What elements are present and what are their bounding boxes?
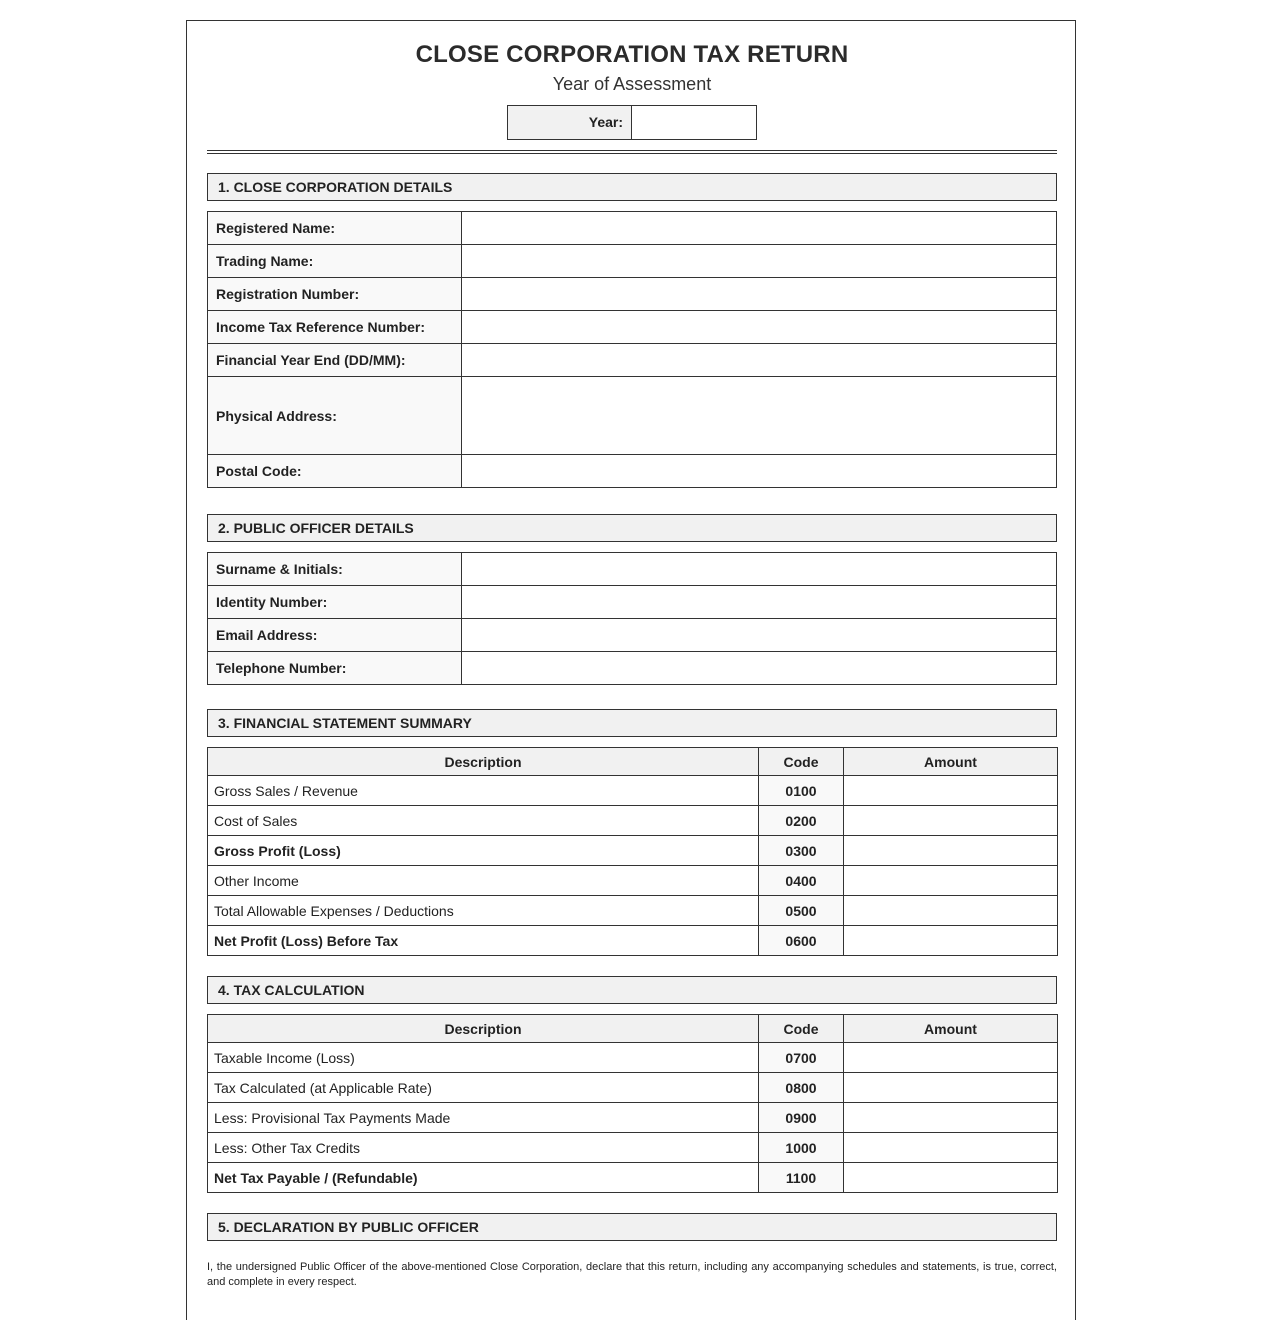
row-amount-input[interactable] [844, 836, 1058, 866]
tax-calculation-table [207, 1014, 1058, 1193]
detail-row [208, 619, 1057, 652]
row-amount-input[interactable] [844, 896, 1058, 926]
row-code: 1100 [759, 1163, 844, 1193]
detail-row [208, 344, 1057, 377]
row-description: Gross Sales / Revenue [208, 776, 759, 806]
year-label: Year: [508, 106, 632, 139]
row-description: Less: Other Tax Credits [208, 1133, 759, 1163]
row-amount-input[interactable] [844, 1103, 1058, 1133]
table-row [208, 866, 1058, 896]
row-code: 0700 [759, 1043, 844, 1073]
corporation-details-table [207, 211, 1057, 488]
table-row [208, 836, 1058, 866]
table-row [208, 926, 1058, 956]
detail-row [208, 455, 1057, 488]
table-row [208, 1103, 1058, 1133]
year-input[interactable] [632, 106, 756, 139]
table-row [208, 896, 1058, 926]
row-code: 1000 [759, 1133, 844, 1163]
detail-row [208, 212, 1057, 245]
section-2-heading: 2. PUBLIC OFFICER DETAILS [207, 514, 1057, 542]
postal-code-label: Postal Code: [208, 455, 462, 488]
column-header-description: Description [208, 1015, 759, 1043]
detail-row [208, 245, 1057, 278]
identity-number-input[interactable] [462, 586, 1057, 619]
trading-name-input[interactable] [462, 245, 1057, 278]
detail-row [208, 553, 1057, 586]
detail-row [208, 278, 1057, 311]
section-1-heading: 1. CLOSE CORPORATION DETAILS [207, 173, 1057, 201]
tax-return-page [186, 20, 1076, 1320]
row-amount-input[interactable] [844, 806, 1058, 836]
header-divider [207, 150, 1057, 154]
row-code: 0100 [759, 776, 844, 806]
row-amount-input[interactable] [844, 776, 1058, 806]
telephone-number-input[interactable] [462, 652, 1057, 685]
table-row [208, 1043, 1058, 1073]
row-description: Less: Provisional Tax Payments Made [208, 1103, 759, 1133]
row-amount-input[interactable] [844, 1043, 1058, 1073]
financial-summary-table [207, 747, 1058, 956]
form-title: CLOSE CORPORATION TAX RETURN [415, 41, 849, 68]
row-description: Cost of Sales [208, 806, 759, 836]
detail-row [208, 652, 1057, 685]
tax-reference-input[interactable] [462, 311, 1057, 344]
row-description: Net Tax Payable / (Refundable) [208, 1163, 759, 1193]
tax-reference-label: Income Tax Reference Number: [208, 311, 462, 344]
declaration-text: I, the undersigned Public Officer of the above-mentioned Close Corporation, declare that this return, including any accompanying schedules and statements, is true, correct, and complete in every respect. [207, 1261, 1057, 1288]
table-row [208, 1133, 1058, 1163]
row-description: Taxable Income (Loss) [208, 1043, 759, 1073]
column-header-description: Description [208, 748, 759, 776]
row-description: Net Profit (Loss) Before Tax [208, 926, 759, 956]
section-5-heading: 5. DECLARATION BY PUBLIC OFFICER [207, 1213, 1057, 1241]
row-description: Tax Calculated (at Applicable Rate) [208, 1073, 759, 1103]
registration-number-label: Registration Number: [208, 278, 462, 311]
row-description: Total Allowable Expenses / Deductions [208, 896, 759, 926]
email-address-input[interactable] [462, 619, 1057, 652]
trading-name-label: Trading Name: [208, 245, 462, 278]
column-header-amount: Amount [844, 1015, 1058, 1043]
row-amount-input[interactable] [844, 1163, 1058, 1193]
row-code: 0500 [759, 896, 844, 926]
email-address-label: Email Address: [208, 619, 462, 652]
row-amount-input[interactable] [844, 1073, 1058, 1103]
table-row [208, 1163, 1058, 1193]
form-subtitle: Year of Assessment [552, 74, 712, 94]
telephone-number-label: Telephone Number: [208, 652, 462, 685]
row-description: Other Income [208, 866, 759, 896]
column-header-amount: Amount [844, 748, 1058, 776]
table-row [208, 806, 1058, 836]
table-row [208, 776, 1058, 806]
row-description: Gross Profit (Loss) [208, 836, 759, 866]
identity-number-label: Identity Number: [208, 586, 462, 619]
financial-year-end-input[interactable] [462, 344, 1057, 377]
table-header-row [208, 748, 1058, 776]
section-4-heading: 4. TAX CALCULATION [207, 976, 1057, 1004]
detail-row [208, 377, 1057, 455]
year-field-box [507, 105, 757, 140]
physical-address-input[interactable] [462, 377, 1057, 455]
row-code: 0200 [759, 806, 844, 836]
registered-name-input[interactable] [462, 212, 1057, 245]
section-3-heading: 3. FINANCIAL STATEMENT SUMMARY [207, 709, 1057, 737]
row-amount-input[interactable] [844, 866, 1058, 896]
detail-row [208, 586, 1057, 619]
column-header-code: Code [759, 1015, 844, 1043]
column-header-code: Code [759, 748, 844, 776]
postal-code-input[interactable] [462, 455, 1057, 488]
row-amount-input[interactable] [844, 926, 1058, 956]
row-code: 0800 [759, 1073, 844, 1103]
row-code: 0400 [759, 866, 844, 896]
table-header-row [208, 1015, 1058, 1043]
surname-input[interactable] [462, 553, 1057, 586]
row-code: 0300 [759, 836, 844, 866]
row-code: 0900 [759, 1103, 844, 1133]
registered-name-label: Registered Name: [208, 212, 462, 245]
physical-address-label: Physical Address: [208, 377, 462, 455]
public-officer-table [207, 552, 1057, 685]
registration-number-input[interactable] [462, 278, 1057, 311]
row-code: 0600 [759, 926, 844, 956]
surname-label: Surname & Initials: [208, 553, 462, 586]
financial-year-end-label: Financial Year End (DD/MM): [208, 344, 462, 377]
table-row [208, 1073, 1058, 1103]
row-amount-input[interactable] [844, 1133, 1058, 1163]
detail-row [208, 311, 1057, 344]
